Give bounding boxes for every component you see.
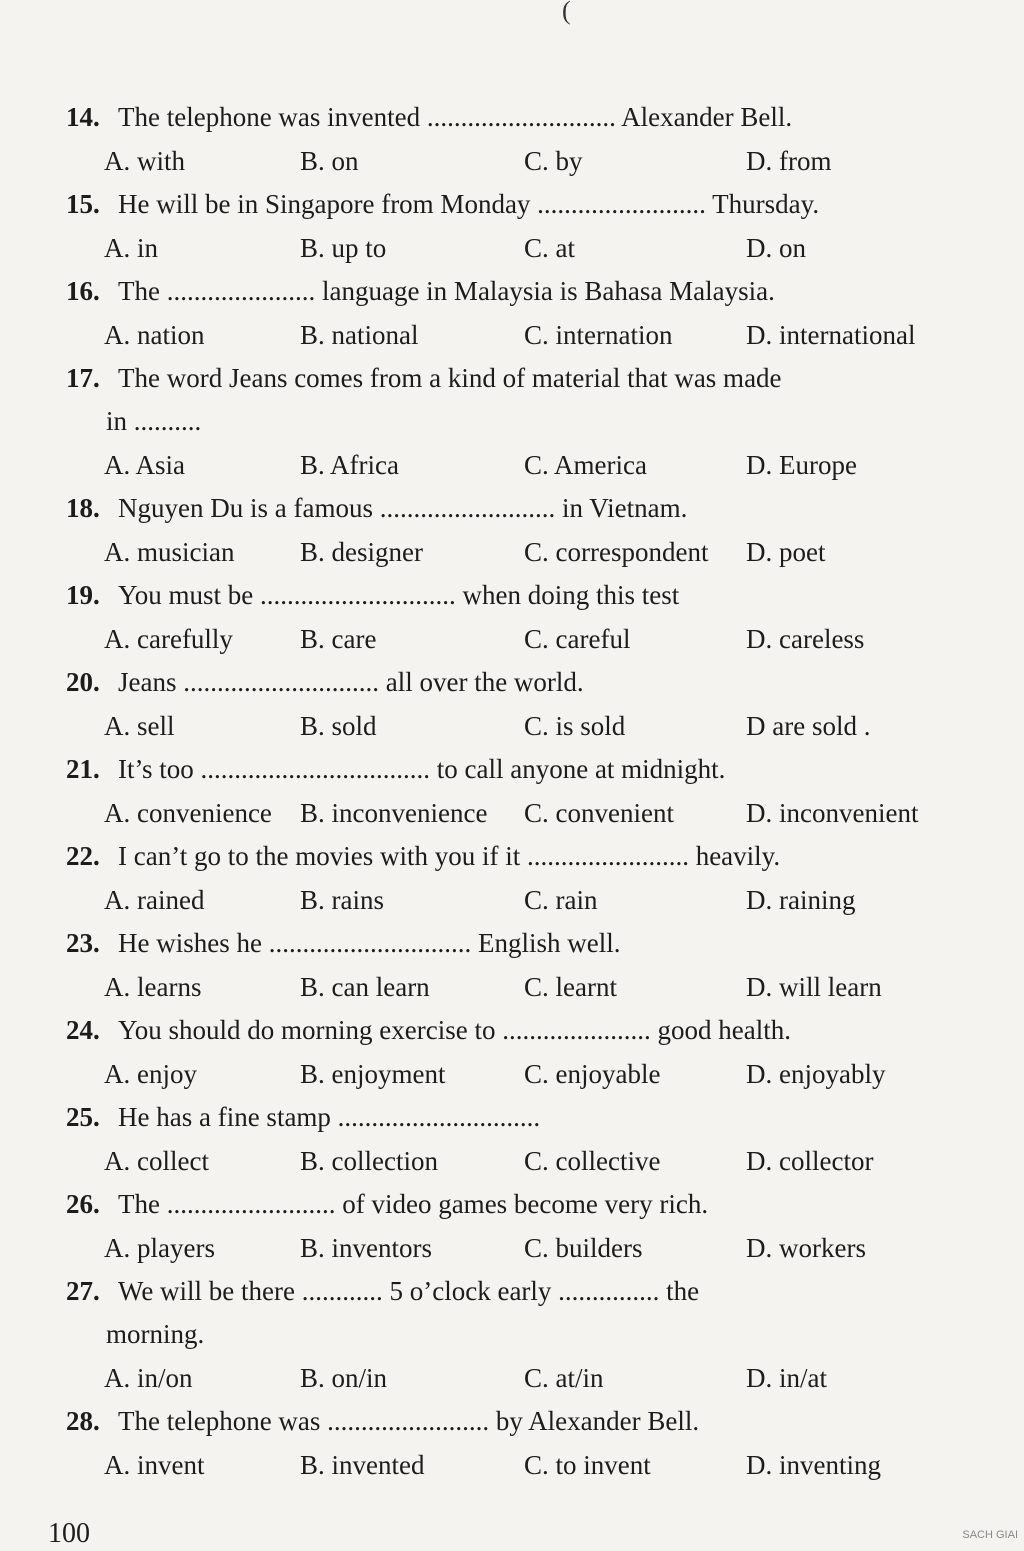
- answer-option: A. with: [104, 146, 185, 176]
- answer-options: [66, 791, 966, 835]
- question-stem: [66, 487, 966, 530]
- question-stem: [66, 183, 966, 226]
- question-stem: [66, 1400, 966, 1443]
- question-stem: [66, 1270, 966, 1313]
- question-text: The ......................... of video games become very rich.: [118, 1189, 709, 1219]
- question-text-continued: morning.: [106, 1319, 205, 1349]
- question: [66, 661, 966, 748]
- answer-option: B. inventors: [300, 1233, 432, 1263]
- question-number: 28.: [66, 1406, 100, 1436]
- question: [66, 1270, 966, 1400]
- answer-option: D are sold .: [746, 711, 871, 741]
- answer-option: B. up to: [300, 233, 387, 263]
- question-number: 18.: [66, 493, 100, 523]
- answer-option: C. is sold: [524, 711, 626, 741]
- answer-option: C. careful: [524, 624, 631, 654]
- question-number: 25.: [66, 1102, 100, 1132]
- answer-option: A. players: [104, 1233, 215, 1263]
- question-text: Jeans ............................. all over the world.: [118, 667, 584, 697]
- question: [66, 1096, 966, 1183]
- question: [66, 183, 966, 270]
- answer-option: B. national: [300, 320, 419, 350]
- answer-option: B. care: [300, 624, 377, 654]
- answer-option: C. rain: [524, 885, 598, 915]
- question-number: 16.: [66, 276, 100, 306]
- answer-option: A. nation: [104, 320, 205, 350]
- answer-option: B. inconvenience: [300, 798, 488, 828]
- question-text: It’s too .................................. to call anyone at midnight.: [118, 754, 726, 784]
- question: [66, 1183, 966, 1270]
- answer-option: A. convenience: [104, 798, 272, 828]
- question-stem: [66, 574, 966, 617]
- question-text: The word Jeans comes from a kind of material that was made: [118, 363, 782, 393]
- question: [66, 574, 966, 661]
- answer-option: A. learns: [104, 972, 202, 1002]
- answer-option: A. sell: [104, 711, 175, 741]
- question-stem: [66, 748, 966, 791]
- watermark-logo: [962, 1529, 1018, 1541]
- answer-option: A. collect: [104, 1146, 209, 1176]
- answer-option: C. learnt: [524, 972, 617, 1002]
- question-number: 26.: [66, 1189, 100, 1219]
- answer-option: B. on: [300, 146, 359, 176]
- answer-option: D. will learn: [746, 972, 882, 1002]
- answer-option: B. collection: [300, 1146, 438, 1176]
- answer-option: C. America: [524, 450, 647, 480]
- question-stem: [66, 1183, 966, 1226]
- answer-options: [66, 1356, 966, 1400]
- answer-option: D. inconvenient: [746, 798, 919, 828]
- answer-option: C. collective: [524, 1146, 661, 1176]
- answer-option: D. Europe: [746, 450, 857, 480]
- answer-option: D. international: [746, 320, 916, 350]
- answer-option: D. on: [746, 233, 806, 263]
- question-stem: [66, 661, 966, 704]
- question-text: The telephone was ........................ by Alexander Bell.: [118, 1406, 700, 1436]
- answer-options: [66, 1139, 966, 1183]
- question-stem: [66, 270, 966, 313]
- answer-option: D. enjoyably: [746, 1059, 886, 1089]
- question-stem: [66, 96, 966, 139]
- answer-option: A. enjoy: [104, 1059, 197, 1089]
- answer-option: B. designer: [300, 537, 423, 567]
- question-text-continued: in ..........: [106, 406, 202, 436]
- question-number: 17.: [66, 363, 100, 393]
- question: [66, 357, 966, 487]
- answer-options: [66, 530, 966, 574]
- answer-option: A. in: [104, 233, 158, 263]
- answer-option: D. from: [746, 146, 832, 176]
- answer-options: [66, 878, 966, 922]
- question-stem: [66, 357, 966, 400]
- answer-option: C. convenient: [524, 798, 674, 828]
- answer-option: C. correspondent: [524, 537, 709, 567]
- question-number: 19.: [66, 580, 100, 610]
- question: [66, 748, 966, 835]
- question-text: He has a fine stamp ..............................: [118, 1102, 541, 1132]
- question-number: 27.: [66, 1276, 100, 1306]
- watermark-text: SACH GIAI: [962, 1529, 1018, 1541]
- question-number: 21.: [66, 754, 100, 784]
- question-number: 14.: [66, 102, 100, 132]
- question: [66, 922, 966, 1009]
- answer-options: [66, 1226, 966, 1270]
- question-number: 23.: [66, 928, 100, 958]
- answer-options: [66, 226, 966, 270]
- answer-options: [66, 139, 966, 183]
- answer-option: A. in/on: [104, 1363, 193, 1393]
- answer-option: D. raining: [746, 885, 856, 915]
- answer-option: C. builders: [524, 1233, 643, 1263]
- answer-option: B. on/in: [300, 1363, 388, 1393]
- answer-option: A. invent: [104, 1450, 205, 1480]
- answer-option: B. sold: [300, 711, 377, 741]
- answer-option: B. invented: [300, 1450, 425, 1480]
- answer-option: A. rained: [104, 885, 205, 915]
- answer-option: A. musician: [104, 537, 235, 567]
- question-text: You should do morning exercise to ...................... good health.: [118, 1015, 791, 1045]
- question-text: Nguyen Du is a famous .......................... in Vietnam.: [118, 493, 688, 523]
- question-stem: [66, 1096, 966, 1139]
- answer-option: C. by: [524, 146, 583, 176]
- question-text: You must be ............................. when doing this test: [118, 580, 680, 610]
- question: [66, 1400, 966, 1487]
- answer-option: D. poet: [746, 537, 826, 567]
- question: [66, 1009, 966, 1096]
- question-text: He will be in Singapore from Monday ......................... Thursday.: [118, 189, 820, 219]
- answer-options: [66, 1443, 966, 1487]
- answer-option: C. enjoyable: [524, 1059, 661, 1089]
- answer-option: D. careless: [746, 624, 865, 654]
- answer-options: [66, 704, 966, 748]
- answer-option: D. workers: [746, 1233, 866, 1263]
- question: [66, 96, 966, 183]
- question-text: We will be there ............ 5 o’clock early ............... the: [118, 1276, 700, 1306]
- answer-option: C. to invent: [524, 1450, 651, 1480]
- answer-options: [66, 313, 966, 357]
- answer-option: B. can learn: [300, 972, 430, 1002]
- answer-option: D. inventing: [746, 1450, 881, 1480]
- answer-option: D. in/at: [746, 1363, 827, 1393]
- question-stem: [66, 835, 966, 878]
- answer-options: [66, 443, 966, 487]
- question-number: 24.: [66, 1015, 100, 1045]
- question-text: He wishes he .............................. English well.: [118, 928, 621, 958]
- top-mark: (: [562, 0, 571, 25]
- question-number: 15.: [66, 189, 100, 219]
- answer-option: C. at/in: [524, 1363, 604, 1393]
- answer-option: B. rains: [300, 885, 384, 915]
- answer-options: [66, 617, 966, 661]
- question-text: I can’t go to the movies with you if it ........................ heavily.: [118, 841, 781, 871]
- question-stem: [66, 1009, 966, 1052]
- answer-option: D. collector: [746, 1146, 874, 1176]
- answer-options: [66, 1052, 966, 1096]
- question: [66, 487, 966, 574]
- answer-option: A. carefully: [104, 624, 233, 654]
- question-text: The telephone was invented ............................ Alexander Bell.: [118, 102, 793, 132]
- answer-option: B. enjoyment: [300, 1059, 446, 1089]
- question: [66, 835, 966, 922]
- question: [66, 270, 966, 357]
- page-number: 100: [48, 1518, 90, 1549]
- question-list: [66, 96, 966, 1487]
- answer-options: [66, 965, 966, 1009]
- answer-option: C. internation: [524, 320, 673, 350]
- question-text: The ...................... language in Malaysia is Bahasa Malaysia.: [118, 276, 775, 306]
- answer-option: B. Africa: [300, 450, 399, 480]
- question-number: 20.: [66, 667, 100, 697]
- question-number: 22.: [66, 841, 100, 871]
- answer-option: A. Asia: [104, 450, 185, 480]
- answer-option: C. at: [524, 233, 575, 263]
- question-stem: [66, 922, 966, 965]
